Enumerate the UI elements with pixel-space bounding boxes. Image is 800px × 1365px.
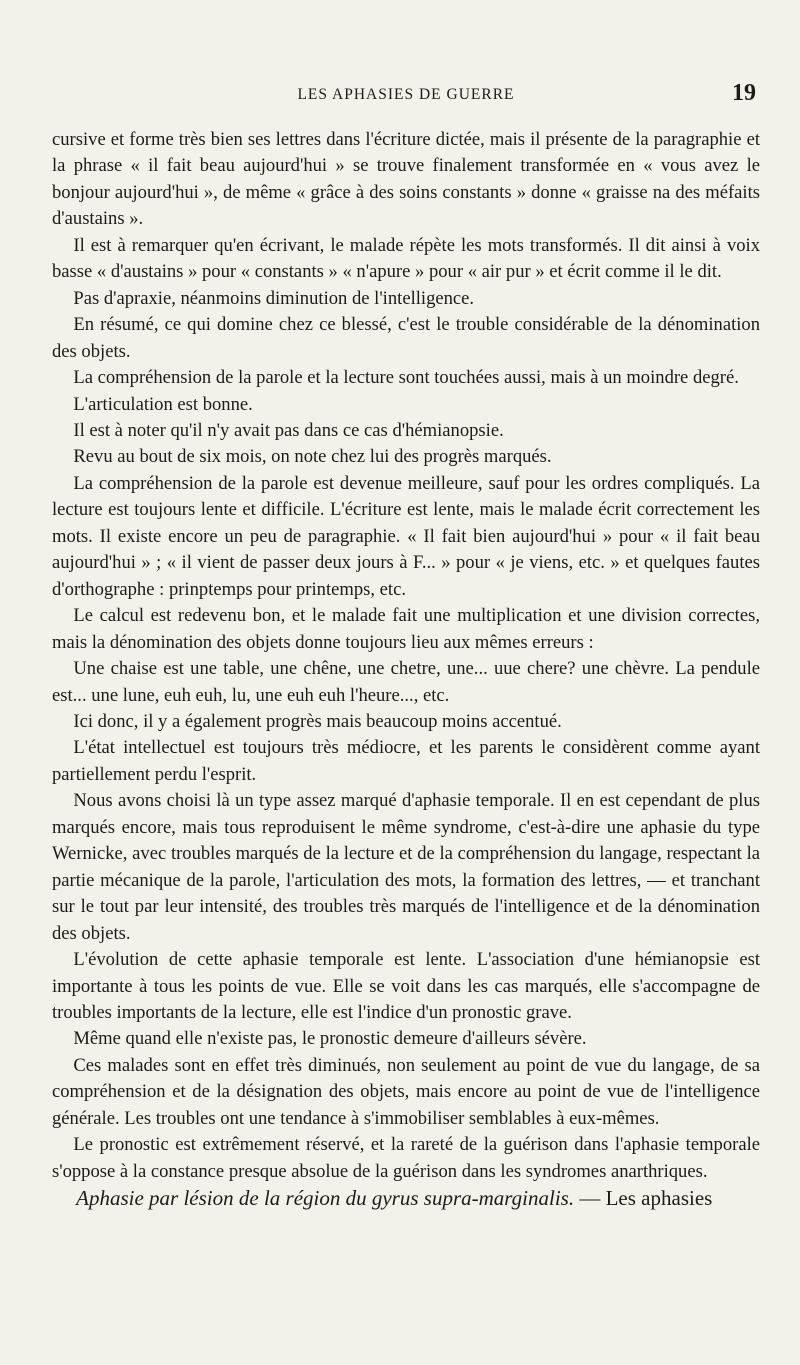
- paragraph: Le pronostic est extrêmement réservé, et la rareté de la guérison dans l'aphasie temporale s'oppose à la constance presque absolue de la guérison dans les syndromes anarthriques.: [52, 1134, 760, 1182]
- paragraph: L'évolution de cette aphasie temporale est lente. L'association d'une hémianopsie est importante à tous les points de vue. Elle se voit dans les cas marqués, elle s'accompagne de troubles importants de la lecture, elle est l'indice d'un pronostic grave.: [52, 949, 760, 1023]
- paragraph: La compréhension de la parole et la lecture sont touchées aussi, mais à un moindre degré.: [73, 367, 739, 389]
- page-number: 19: [732, 80, 756, 106]
- page-header: [56, 80, 756, 110]
- paragraph: Nous avons choisi là un type assez marqué d'aphasie temporale. Il en est cependant de plus marqués encore, mais tous reproduisent le même syndrome, c'est-à-dire une aphasie du type Wernicke, avec troubles marqués de la lecture et de la compréhension du langage, respectant la partie mécanique de la parole, l'articulation des mots, la formation des lettres, — et tranchant sur le tout par leur intensité, des troubles très marqués de l'intelligence et de la dénomination des objets.: [52, 790, 760, 944]
- paragraph: Il est à noter qu'il n'y avait pas dans ce cas d'hémianopsie.: [73, 419, 504, 441]
- paragraph: cursive et forme très bien ses lettres dans l'écriture dictée, mais il présente de la paragraphie et la phrase « il fait beau aujourd'hui » se trouve finalement transformée en « vous avez le bonjour aujourd'hui », de même « grâce à des soins constants » donne « graisse na des méfaits d'austains ».: [52, 129, 760, 230]
- paragraph: En résumé, ce qui domine chez ce blessé, c'est le trouble considérable de la dénomination des objets.: [52, 314, 760, 362]
- paragraph: Pas d'apraxie, néanmoins diminution de l'intelligence.: [73, 287, 475, 309]
- paragraph: Ici donc, il y a également progrès mais beaucoup moins accentué.: [73, 710, 562, 732]
- example-paragraph: Une chaise est une table, une chêne, une chetre, une... uue chere? une chèvre. La pendule est... une lune, euh euh, lu, une euh euh l'heure..., etc.: [52, 658, 760, 706]
- subheading-italic: Aphasie par lésion de la région du gyrus supra-marginalis.: [76, 1186, 575, 1211]
- paragraph: Revu au bout de six mois, on note chez lui des progrès marqués.: [73, 446, 552, 468]
- paragraph: Il est à remarquer qu'en écrivant, le malade répète les mots transformés. Il dit ainsi à voix basse « d'austains » pour « constants » « n'apure » pour « air pur » et écrit comme il le dit.: [52, 234, 760, 283]
- paragraph: L'articulation est bonne.: [73, 393, 253, 415]
- paragraph: L'état intellectuel est toujours très médiocre, et les parents le considèrent comme ayant partiellement perdu l'esprit.: [52, 737, 760, 785]
- subheading-rest: — Les aphasies: [574, 1186, 713, 1211]
- paragraph: Le calcul est redevenu bon, et le malade fait une multiplication et une division correctes, mais la dénomination des objets donne toujours lieu aux mêmes erreurs :: [52, 605, 760, 653]
- paragraph: La compréhension de la parole est devenue meilleure, sauf pour les ordres compliqués. La lecture est toujours lente et difficile. L'écriture est lente, mais le malade écrit correctement les mots. Il existe encore un peu de paragraphie. « Il fait bien aujourd'hui » pour « il fait beau aujourd'hui » ; « il vient de passer deux jours à F... » pour « je viens, etc. » et quelques fautes d'orthographe : prinptemps pour printemps, etc.: [52, 472, 760, 600]
- section-subheading: [52, 1185, 760, 1211]
- body-text: [52, 127, 760, 1212]
- paragraph: Ces malades sont en effet très diminués, non seulement au point de vue du langage, de sa compréhension et de la désignation des objets, mais encore au point de vue de l'intelligence générale. Les troubles ont une tendance à s'immobiliser semblables à eux-mêmes.: [52, 1054, 760, 1129]
- running-head: LES APHASIES DE GUERRE: [297, 86, 515, 103]
- paragraph: Même quand elle n'existe pas, le pronostic demeure d'ailleurs sévère.: [73, 1028, 587, 1050]
